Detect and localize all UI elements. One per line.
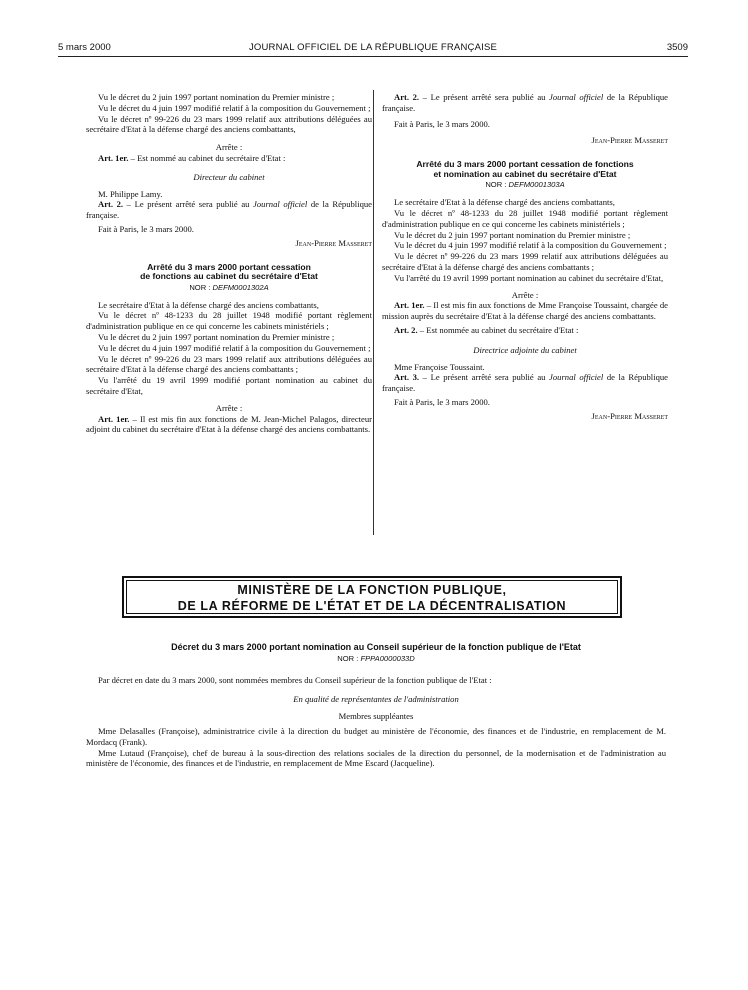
section-heading: En qualité de représentantes de l'administration <box>293 694 459 705</box>
visa: Vu le décret nº 99-226 du 23 mars 1999 relatif aux attributions déléguées au secrétaire d'Etat à la défense chargé des anciens combattants ; <box>382 251 668 272</box>
signature: Jean-Pierre Masseret <box>591 135 668 146</box>
article-text: – Il est mis fin aux fonctions de Mme Françoise Toussaint, chargée de mission auprès du secrétaire d'Etat à la défense chargé des anciens combattants. <box>382 300 668 322</box>
article-text: – Le présent arrêté sera publié au <box>419 92 550 102</box>
journal-officiel-ref: Journal officiel <box>549 372 604 383</box>
title-line: Arrêté du 3 mars 2000 portant cessation <box>147 261 311 272</box>
article-text: – Le présent arrêté sera publié au <box>123 199 254 210</box>
nor-reference <box>86 283 372 294</box>
signature: Jean-Pierre Masseret <box>591 410 668 421</box>
article-2 <box>382 325 668 336</box>
nor-label: NOR : <box>337 653 361 663</box>
visa: Vu l'arrêté du 19 avril 1999 portant nomination au cabinet du secrétaire d'Etat, <box>394 272 664 283</box>
decree-section <box>86 642 666 769</box>
article-1 <box>382 300 668 322</box>
article-text: de la République française. <box>382 92 668 113</box>
article-label: Art. 1er. <box>98 152 129 163</box>
decree-title: Décret du 3 mars 2000 portant nomination au Conseil supérieur de la fonction publique de l'Etat <box>171 642 581 652</box>
header-date: 5 mars 2000 <box>58 42 111 53</box>
subsection-heading: Membres suppléantes <box>338 711 414 722</box>
left-column <box>86 92 372 435</box>
visa: Le secrétaire d'Etat à la défense chargé des anciens combattants, <box>98 299 319 310</box>
nor-reference <box>86 654 666 665</box>
page-header <box>58 42 688 56</box>
page-number: 3509 <box>666 42 688 53</box>
journal-officiel-ref: Journal officiel <box>253 199 308 210</box>
decree-title <box>382 160 668 179</box>
header-rule <box>58 56 688 57</box>
article-2 <box>382 92 668 114</box>
visa: Vu l'arrêté du 19 avril 1999 modifié portant nomination au cabinet du secrétaire d'Etat, <box>86 375 372 396</box>
article-label: Art. 2. <box>98 199 124 210</box>
visa: Vu le décret nº 99-226 du 23 mars 1999 relatif aux attributions déléguées au secrétaire d'Etat à la défense chargé des anciens combattants, <box>86 113 372 135</box>
appointee: M. Philippe Lamy. <box>98 188 163 199</box>
nor-code: DEFM0001303A <box>508 180 565 190</box>
role-heading: Directrice adjointe du cabinet <box>473 344 577 355</box>
visa: Vu le décret du 2 juin 1997 portant nomination du Premier ministre ; <box>98 92 335 102</box>
arrete-heading: Arrête : <box>215 402 243 413</box>
signature: Jean-Pierre Masseret <box>295 237 372 248</box>
visa: Vu le décret du 4 juin 1997 modifié relatif à la composition du Gouvernement ; <box>98 102 371 113</box>
member-entry: Mme Lutaud (Françoise), chef de bureau à la sous-direction des relations sociales de la direction du personnel, de la modernisation et de l'administration au ministère de l'économie, des finances et de l'industrie, en remplacement de Mme Escard (Jacqueline). <box>86 747 666 769</box>
article-text: – Est nommée au cabinet du secrétaire d'Etat : <box>417 324 579 335</box>
article-label: Art. 1er. <box>394 300 425 311</box>
journal-officiel-ref: Journal officiel <box>549 92 604 102</box>
nor-label: NOR : <box>485 180 509 190</box>
article-text: – Il est mis fin aux fonctions de M. Jean-Michel Palagos, directeur adjoint du cabinet du secrétaire d'Etat à la défense chargé des anciens combattants. <box>86 413 372 435</box>
visa: Vu le décret nº 48-1233 du 28 juillet 1948 modifié portant règlement d'administration publique en ce qui concerne les cabinets ministériels ; <box>86 310 372 332</box>
article-label: Art. 1er. <box>98 413 130 424</box>
ministry-line-2: DE LA RÉFORME DE L'ÉTAT ET DE LA DÉCENTRALISATION <box>177 599 567 613</box>
visa: Vu le décret nº 99-226 du 23 mars 1999 relatif aux attributions déléguées au secrétaire d'Etat à la défense chargé des anciens combattants ; <box>86 353 372 375</box>
visa: Vu le décret du 2 juin 1997 portant nomination du Premier ministre ; <box>394 229 631 240</box>
article-text: – Le présent arrêté sera publié au <box>419 372 550 383</box>
article-text: de la République française. <box>382 372 668 394</box>
nor-code: DEFM0001302A <box>212 282 269 292</box>
nor-label: NOR : <box>189 282 213 292</box>
article-1 <box>86 414 372 436</box>
article-3 <box>382 372 668 394</box>
appointee: Mme Françoise Toussaint. <box>394 361 485 372</box>
signature-place-date: Fait à Paris, le 3 mars 2000. <box>394 118 490 129</box>
column-divider <box>373 90 374 535</box>
article-label: Art. 2. <box>394 92 420 102</box>
journal-title: JOURNAL OFFICIEL DE LA RÉPUBLIQUE FRANÇAISE <box>248 42 498 53</box>
article-label: Art. 3. <box>394 372 420 383</box>
article-text: de la République française. <box>86 199 372 221</box>
visa: Le secrétaire d'Etat à la défense chargé des anciens combattants, <box>394 197 615 208</box>
member-entry: Mme Delasalles (Françoise), administratrice civile à la direction du budget au ministère de l'économie, des finances et de l'industrie, en remplacement de M. Mordacq (Frank). <box>86 725 666 747</box>
visa: Vu le décret du 2 juin 1997 portant nomination du Premier ministre ; <box>98 331 335 342</box>
visa: Vu le décret du 4 juin 1997 modifié relatif à la composition du Gouvernement ; <box>98 342 371 353</box>
decree-title <box>86 263 372 282</box>
nor-code: FPPA0000033D <box>360 653 415 663</box>
article-text: – Est nommé au cabinet du secrétaire d'Etat : <box>128 152 286 163</box>
signature-place-date: Fait à Paris, le 3 mars 2000. <box>394 396 490 407</box>
ministry-heading-box <box>122 576 622 618</box>
title-line: Arrêté du 3 mars 2000 portant cessation de fonctions <box>416 159 634 170</box>
arrete-heading: Arrête : <box>511 289 539 300</box>
article-1 <box>86 153 372 164</box>
nor-reference <box>382 180 668 191</box>
visa: Vu le décret nº 48-1233 du 28 juillet 1948 modifié portant règlement d'administration publique en ce qui concerne les cabinets ministériels ; <box>382 207 668 229</box>
ministry-line-1: MINISTÈRE DE LA FONCTION PUBLIQUE, <box>237 583 507 597</box>
role-heading: Directeur du cabinet <box>193 171 265 182</box>
decree-intro: Par décret en date du 3 mars 2000, sont nommées membres du Conseil supérieur de la fonction publique de l'Etat : <box>98 674 492 685</box>
signature-place-date: Fait à Paris, le 3 mars 2000. <box>98 223 194 234</box>
article-label: Art. 2. <box>394 324 418 335</box>
arrete-heading: Arrête : <box>215 142 243 153</box>
right-column <box>382 92 668 422</box>
article-2 <box>86 199 372 221</box>
title-line: et nomination au cabinet du secrétaire d'Etat <box>433 168 617 179</box>
visa: Vu le décret du 4 juin 1997 modifié relatif à la composition du Gouvernement ; <box>394 240 667 251</box>
title-line: de fonctions au cabinet du secrétaire d'Etat <box>140 271 318 282</box>
